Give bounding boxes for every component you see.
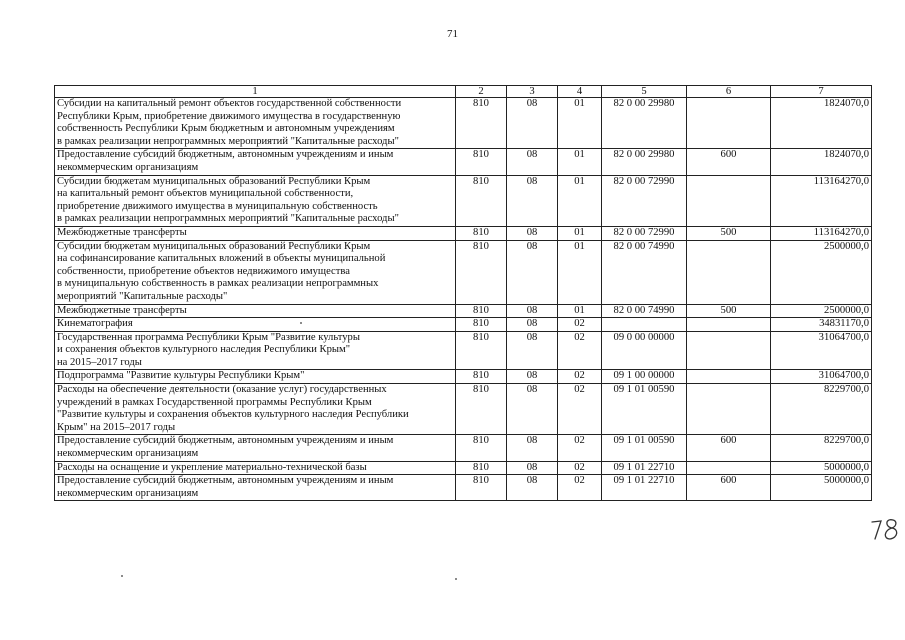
row-description: Межбюджетные трансферты (55, 226, 456, 240)
row-ministry-code: 810 (456, 384, 507, 435)
row-ministry-code: 810 (456, 226, 507, 240)
row-amount: 34831170,0 (771, 318, 872, 332)
scan-speck (121, 575, 123, 577)
row-target-article: 82 0 00 29980 (602, 149, 687, 175)
row-target-article: 09 0 00 00000 (602, 331, 687, 370)
row-description: Подпрограмма "Развитие культуры Республики Крым" (55, 370, 456, 384)
row-section-code: 08 (507, 240, 558, 304)
column-header: 2 (456, 86, 507, 98)
row-section-code: 08 (507, 331, 558, 370)
row-target-article: 82 0 00 72990 (602, 175, 687, 226)
handwritten-page-mark (870, 516, 900, 542)
table-row (55, 240, 872, 304)
table-row (55, 304, 872, 318)
row-description: Субсидии бюджетам муниципальных образований Республики Крым на капитальный ремонт объектов муниципальной собственности, приобретение движимого имущества в муниципальную собственность в рамках реализации непрограммных мероприятий "Капитальные расходы" (55, 175, 456, 226)
row-description: Субсидии на капитальный ремонт объектов государственной собственности Республики Крым, приобретение движимого имущества в государственную собственность Республики Крым бюджетным и автономным учреждениям в рамках реализации непрограммных мероприятий "Капитальные расходы" (55, 98, 456, 149)
row-amount: 2500000,0 (771, 240, 872, 304)
row-ministry-code: 810 (456, 461, 507, 475)
row-subsection-code: 01 (558, 226, 602, 240)
column-header: 6 (687, 86, 771, 98)
row-ministry-code: 810 (456, 304, 507, 318)
row-expense-type (687, 98, 771, 149)
table-row (55, 370, 872, 384)
table-row (55, 461, 872, 475)
row-expense-type (687, 318, 771, 332)
row-ministry-code: 810 (456, 370, 507, 384)
row-expense-type (687, 240, 771, 304)
column-header: 1 (55, 86, 456, 98)
row-target-article: 82 0 00 74990 (602, 304, 687, 318)
row-subsection-code: 01 (558, 149, 602, 175)
row-expense-type: 500 (687, 304, 771, 318)
row-target-article: 09 1 01 00590 (602, 435, 687, 461)
row-amount: 8229700,0 (771, 384, 872, 435)
row-section-code: 08 (507, 226, 558, 240)
row-section-code: 08 (507, 98, 558, 149)
table-row (55, 435, 872, 461)
table-row (55, 475, 872, 501)
row-amount: 31064700,0 (771, 331, 872, 370)
row-ministry-code: 810 (456, 98, 507, 149)
table-header-row (55, 86, 872, 98)
row-expense-type (687, 461, 771, 475)
row-description: Субсидии бюджетам муниципальных образований Республики Крым на софинансирование капитальных вложений в объекты муниципальной собственности, приобретение объектов недвижимого имущества в муниципальную собственность в рамках реализации непрограммных мероприятий "Капитальные расходы" (55, 240, 456, 304)
row-subsection-code: 02 (558, 331, 602, 370)
row-amount: 31064700,0 (771, 370, 872, 384)
row-description: Государственная программа Республики Крым "Развитие культуры и сохранения объектов культурного наследия Республики Крым" на 2015–2017 годы (55, 331, 456, 370)
row-subsection-code: 01 (558, 98, 602, 149)
table-row (55, 226, 872, 240)
row-description: Кинематография (55, 318, 456, 332)
row-ministry-code: 810 (456, 175, 507, 226)
row-section-code: 08 (507, 475, 558, 501)
row-description: Предоставление субсидий бюджетным, автономным учреждениям и иным некоммерческим организациям (55, 149, 456, 175)
row-ministry-code: 810 (456, 240, 507, 304)
column-header: 3 (507, 86, 558, 98)
row-section-code: 08 (507, 435, 558, 461)
row-description: Предоставление субсидий бюджетным, автономным учреждениям и иным некоммерческим организациям (55, 475, 456, 501)
scan-speck (455, 578, 457, 580)
table-row (55, 149, 872, 175)
row-expense-type (687, 331, 771, 370)
row-subsection-code: 02 (558, 370, 602, 384)
row-ministry-code: 810 (456, 435, 507, 461)
row-ministry-code: 810 (456, 318, 507, 332)
row-target-article: 82 0 00 72990 (602, 226, 687, 240)
row-amount: 5000000,0 (771, 475, 872, 501)
row-subsection-code: 02 (558, 461, 602, 475)
row-ministry-code: 810 (456, 149, 507, 175)
row-ministry-code: 810 (456, 475, 507, 501)
row-section-code: 08 (507, 461, 558, 475)
row-amount: 8229700,0 (771, 435, 872, 461)
row-description: Предоставление субсидий бюджетным, автономным учреждениям и иным некоммерческим организациям (55, 435, 456, 461)
table-row (55, 318, 872, 332)
page-number: 71 (447, 28, 458, 40)
row-expense-type: 500 (687, 226, 771, 240)
column-header: 5 (602, 86, 687, 98)
row-section-code: 08 (507, 318, 558, 332)
row-subsection-code: 01 (558, 304, 602, 318)
budget-table (54, 85, 872, 501)
row-expense-type: 600 (687, 149, 771, 175)
row-subsection-code: 01 (558, 240, 602, 304)
row-expense-type: 600 (687, 475, 771, 501)
table-row (55, 98, 872, 149)
scan-speck (300, 322, 302, 324)
row-amount: 5000000,0 (771, 461, 872, 475)
row-section-code: 08 (507, 175, 558, 226)
table-row (55, 331, 872, 370)
table-row (55, 175, 872, 226)
row-amount: 2500000,0 (771, 304, 872, 318)
row-amount: 113164270,0 (771, 175, 872, 226)
row-subsection-code: 01 (558, 175, 602, 226)
row-target-article: 09 1 00 00000 (602, 370, 687, 384)
row-section-code: 08 (507, 304, 558, 318)
row-amount: 1824070,0 (771, 98, 872, 149)
column-header: 4 (558, 86, 602, 98)
column-header: 7 (771, 86, 872, 98)
row-amount: 113164270,0 (771, 226, 872, 240)
row-target-article: 09 1 01 22710 (602, 475, 687, 501)
row-amount: 1824070,0 (771, 149, 872, 175)
row-section-code: 08 (507, 149, 558, 175)
row-description: Межбюджетные трансферты (55, 304, 456, 318)
row-subsection-code: 02 (558, 318, 602, 332)
row-expense-type: 600 (687, 435, 771, 461)
row-target-article: 09 1 01 22710 (602, 461, 687, 475)
row-description: Расходы на обеспечение деятельности (оказание услуг) государственных учреждений в рамках Государственной программы Республики Крым "Развитие культуры и сохранения объектов культурного наследия Республики Крым" на 2015–2017 годы (55, 384, 456, 435)
row-subsection-code: 02 (558, 435, 602, 461)
row-target-article (602, 318, 687, 332)
row-subsection-code: 02 (558, 384, 602, 435)
row-expense-type (687, 384, 771, 435)
row-expense-type (687, 175, 771, 226)
row-expense-type (687, 370, 771, 384)
row-target-article: 09 1 01 00590 (602, 384, 687, 435)
row-section-code: 08 (507, 384, 558, 435)
row-target-article: 82 0 00 29980 (602, 98, 687, 149)
row-section-code: 08 (507, 370, 558, 384)
table-row (55, 384, 872, 435)
row-description: Расходы на оснащение и укрепление материально-технической базы (55, 461, 456, 475)
row-target-article: 82 0 00 74990 (602, 240, 687, 304)
row-ministry-code: 810 (456, 331, 507, 370)
row-subsection-code: 02 (558, 475, 602, 501)
